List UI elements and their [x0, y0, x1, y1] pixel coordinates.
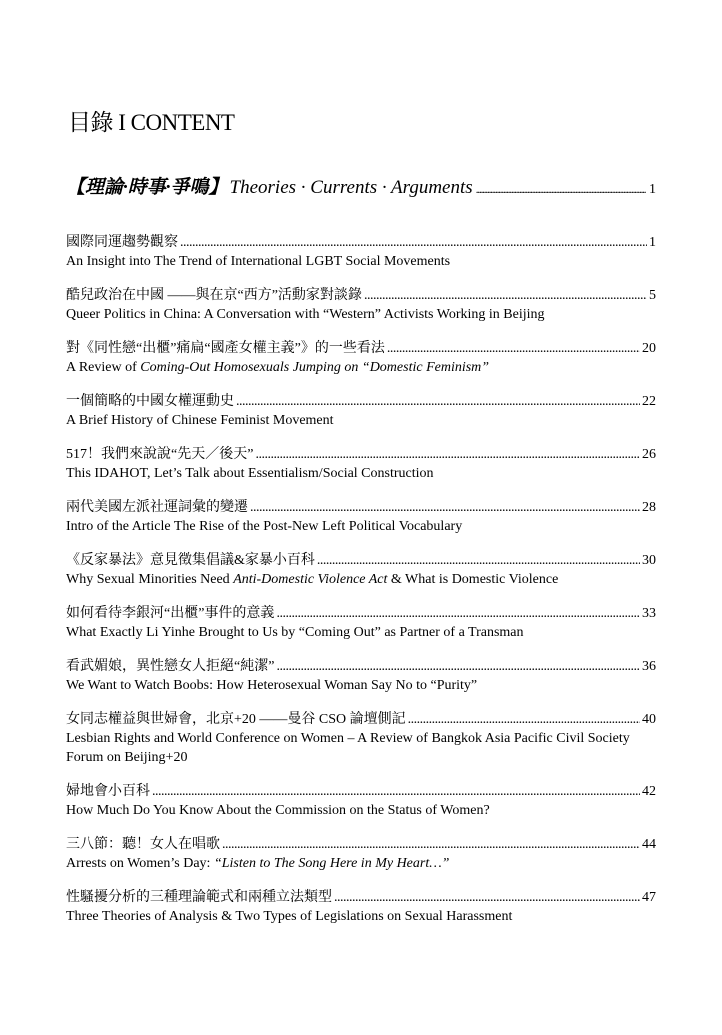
- title-fragment: Three Theories of Analysis & Two Types of Legislations on Sexual Harassment: [66, 909, 513, 924]
- title-fragment: A Review of: [66, 360, 141, 375]
- dot-leader: [364, 286, 647, 305]
- italic-title-fragment: “Listen to The Song Here in My Heart…”: [213, 856, 450, 871]
- toc-entry-title-en: [66, 305, 656, 324]
- toc-entry-title-zh: 女同志權益與世婦會，北京+20 ——曼谷 CSO 論壇側記: [66, 712, 406, 727]
- title-fragment: Arrests on Women’s Day:: [66, 856, 214, 871]
- toc-entry-title-en: [66, 623, 656, 642]
- toc-entry-title-zh: 517！我們來說說“先天／後天”: [66, 447, 254, 462]
- toc-entry-title-zh: 三八節：聽！女人在唱歌: [66, 837, 220, 852]
- toc-entry-title-zh: 酷兒政治在中國 ——與在京“西方”活動家對談錄: [66, 288, 362, 303]
- toc-entry-title-zh: 兩代美國左派社運詞彙的變遷: [66, 500, 248, 515]
- toc-entry-title-zh: 國際同運趨勢觀察: [66, 235, 178, 250]
- toc-entry-heading: [66, 286, 656, 305]
- toc-entry-heading: [66, 339, 656, 358]
- title-fragment: This IDAHOT, Let’s Talk about Essentialism/Social Construction: [66, 466, 434, 481]
- toc-entry-page-number: 22: [642, 394, 656, 409]
- page-title: 目錄 I CONTENT: [68, 110, 235, 135]
- toc-entry-page-number: 1: [649, 235, 656, 250]
- toc-entry-heading: [66, 604, 656, 623]
- dot-leader: [276, 604, 640, 623]
- toc-entry-heading: [66, 657, 656, 676]
- toc-entry-page-number: 40: [642, 712, 656, 727]
- toc-entry-heading: [66, 233, 656, 252]
- toc-entry-title-en: [66, 729, 656, 767]
- dot-leader: [387, 339, 640, 358]
- toc-entry-title-en: [66, 358, 656, 377]
- dot-leader: [222, 835, 640, 854]
- toc-entry-title-en: [66, 464, 656, 483]
- dot-leader: [250, 498, 640, 517]
- title-fragment: An Insight into The Trend of International LGBT Social Movements: [66, 254, 451, 269]
- dot-leader: [152, 782, 640, 801]
- toc-entry: [66, 233, 656, 271]
- toc-entry: [66, 339, 656, 377]
- italic-title-fragment: Anti-Domestic Violence Act: [233, 572, 388, 587]
- title-fragment: A Brief History of Chinese Feminist Movement: [66, 413, 334, 428]
- toc-entry-page-number: 42: [642, 784, 656, 799]
- dot-leader: [255, 445, 640, 464]
- toc-entry-title-en: [66, 570, 656, 589]
- toc-entry-heading: [66, 445, 656, 464]
- toc-entry-title-en: [66, 676, 656, 695]
- toc-entries: [66, 233, 656, 941]
- toc-entry-page-number: 26: [642, 447, 656, 462]
- dot-leader: [236, 392, 640, 411]
- toc-entry: [66, 498, 656, 536]
- toc-entry-page-number: 20: [642, 341, 656, 356]
- toc-entry-title-zh: 《反家暴法》意見徵集倡議&家暴小百科: [66, 553, 315, 568]
- toc-entry: [66, 604, 656, 642]
- toc-entry-title-en: [66, 907, 656, 926]
- toc-entry: [66, 835, 656, 873]
- toc-entry-title-en: [66, 854, 656, 873]
- toc-entry-title-zh: 婦地會小百科: [66, 784, 150, 799]
- title-fragment: Queer Politics in China: A Conversation with “Western” Activists Working in Beijing: [66, 307, 545, 322]
- toc-entry-heading: [66, 392, 656, 411]
- toc-entry-title-zh: 對《同性戀“出櫃”痛扁“國產女權主義”》的一些看法: [66, 341, 385, 356]
- toc-entry-heading: [66, 782, 656, 801]
- dot-leader: [180, 233, 647, 252]
- toc-entry: [66, 392, 656, 430]
- italic-title-fragment: Coming-Out Homosexuals Jumping on “Domestic Feminism”: [140, 360, 490, 375]
- toc-entry-title-zh: 一個簡略的中國女權運動史: [66, 394, 234, 409]
- toc-entry-heading: [66, 835, 656, 854]
- toc-entry-heading: [66, 710, 656, 729]
- title-fragment: How Much Do You Know About the Commission on the Status of Women?: [66, 803, 490, 818]
- toc-entry-heading: [66, 551, 656, 570]
- dot-leader: [334, 888, 640, 907]
- title-fragment: What Exactly Li Yinhe Brought to Us by “Coming Out” as Partner of a Transman: [66, 625, 524, 640]
- toc-entry-title-zh: 性騷擾分析的三種理論範式和兩種立法類型: [66, 890, 332, 905]
- toc-entry-page-number: 5: [649, 288, 656, 303]
- toc-entry: [66, 657, 656, 695]
- toc-entry-heading: [66, 888, 656, 907]
- toc-entry-page-number: 36: [642, 659, 656, 674]
- toc-entry: [66, 710, 656, 767]
- dot-leader: [408, 710, 640, 729]
- toc-entry: [66, 888, 656, 926]
- toc-entry-title-en: [66, 252, 656, 271]
- title-fragment: Lesbian Rights and World Conference on Women – A Review of Bangkok Asia Pacific Civil Society Forum on Beijing+20: [66, 731, 630, 765]
- toc-entry: [66, 445, 656, 483]
- dot-leader: [276, 657, 640, 676]
- title-fragment: We Want to Watch Boobs: How Heterosexual Woman Say No to “Purity”: [66, 678, 478, 693]
- toc-entry-page-number: 28: [642, 500, 656, 515]
- toc-entry-page-number: 44: [642, 837, 656, 852]
- title-fragment: & What is Domestic Violence: [387, 572, 559, 587]
- toc-entry-heading: [66, 498, 656, 517]
- toc-entry: [66, 551, 656, 589]
- toc-entry-title-en: [66, 411, 656, 430]
- section-title-zh: 【理論·時事·爭鳴】: [66, 177, 228, 198]
- toc-entry-title-zh: 看武媚娘，異性戀女人拒絕“純潔”: [66, 659, 275, 674]
- dot-leader: [476, 182, 646, 197]
- toc-entry-title-en: [66, 801, 656, 820]
- section-page-number: 1: [649, 182, 656, 197]
- toc-entry: [66, 782, 656, 820]
- section-heading: [66, 172, 656, 199]
- dot-leader: [317, 551, 640, 570]
- toc-entry-page-number: 47: [642, 890, 656, 905]
- toc-entry-page-number: 33: [642, 606, 656, 621]
- toc-entry-title-en: [66, 517, 656, 536]
- toc-entry-title-zh: 如何看待李銀河“出櫃”事件的意義: [66, 606, 275, 621]
- title-fragment: Intro of the Article The Rise of the Post-New Left Political Vocabulary: [66, 519, 463, 534]
- toc-entry: [66, 286, 656, 324]
- title-fragment: Why Sexual Minorities Need: [66, 572, 234, 587]
- toc-entry-page-number: 30: [642, 553, 656, 568]
- section-title-en: Theories · Currents · Arguments: [229, 177, 473, 198]
